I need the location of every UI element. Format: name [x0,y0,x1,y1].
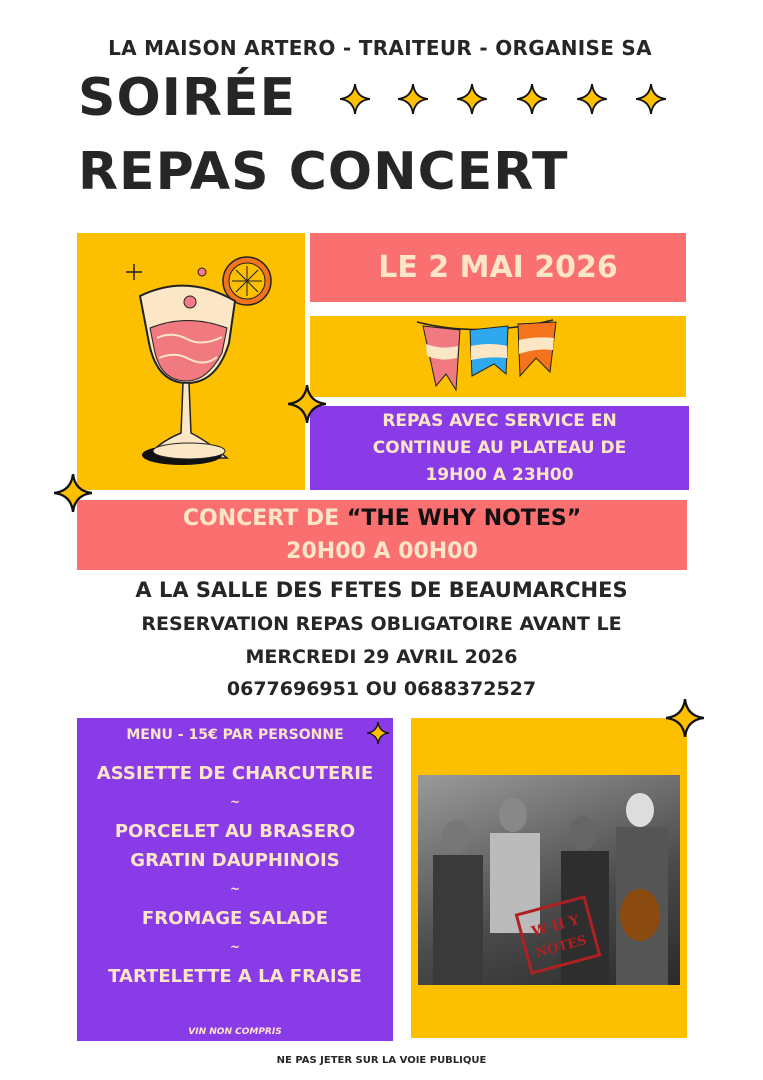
title-line2: REPAS CONCERT [78,142,569,202]
intro-text: LA MAISON ARTERO - TRAITEUR - ORGANISE SA [108,36,652,60]
sparkle-icon [288,385,326,423]
menu-item: FROMAGE SALADE [141,908,329,929]
sparkle-icon [517,84,547,114]
sparkle-icon [666,699,704,737]
menu-title: MENU - 15€ PAR PERSONNE [126,727,344,743]
menu-separator: ~ [229,795,241,809]
sparkle-icon [457,84,487,114]
sparkle-icon [398,84,428,114]
menu-separator: ~ [229,882,241,896]
venue: A LA SALLE DES FETES DE BEAUMARCHES [135,578,628,602]
concert-banner [77,500,687,570]
menu-item: PORCELET AU BRASERO [114,821,356,842]
sparkle-icon [340,84,370,114]
menu-list [77,759,393,991]
reservation-deadline: MERCREDI 29 AVRIL 2026 [245,646,518,668]
menu-separator: ~ [229,940,241,954]
bunting-panel [310,316,686,397]
sparkle-icon [636,84,666,114]
sparkle-icon [367,722,389,744]
phone-numbers: 0677696951 OU 0688372527 [226,678,537,700]
menu-item: GRATIN DAUPHINOIS [130,850,340,871]
menu-panel [77,718,393,1041]
cocktail-panel [77,233,305,490]
bunting-icon [310,316,686,397]
photo-panel [411,718,687,1038]
band-name: “THE WHY NOTES” [346,506,582,531]
footer-note: NE PAS JETER SUR LA VOIE PUBLIQUE [276,1055,487,1066]
meal-service-panel [310,406,689,490]
concert-prefix: CONCERT DE [182,506,347,531]
svg-text:NOTES: NOTES [534,933,589,962]
menu-item: ASSIETTE DE CHARCUTERIE [96,763,374,784]
meal-line1: REPAS AVEC SERVICE EN [382,410,617,431]
svg-text:W H Y: W H Y [530,912,582,941]
event-date: LE 2 MAI 2026 [378,250,618,285]
band-photo [418,775,680,985]
meal-line2: CONTINUE AU PLATEAU DE [372,437,627,458]
cocktail-icon [77,233,305,490]
menu-note: VIN NON COMPRIS [188,1027,282,1037]
menu-item: TARTELETTE A LA FRAISE [108,966,362,987]
reservation-text: RESERVATION REPAS OBLIGATOIRE AVANT LE [141,613,622,635]
meal-line3: 19H00 A 23H00 [425,464,574,485]
concert-time: 20H00 A 00H00 [286,539,478,564]
sparkle-icon [577,84,607,114]
date-banner [310,233,686,302]
title-line1: SOIRÉE [78,68,297,128]
sparkle-icon [54,474,92,512]
